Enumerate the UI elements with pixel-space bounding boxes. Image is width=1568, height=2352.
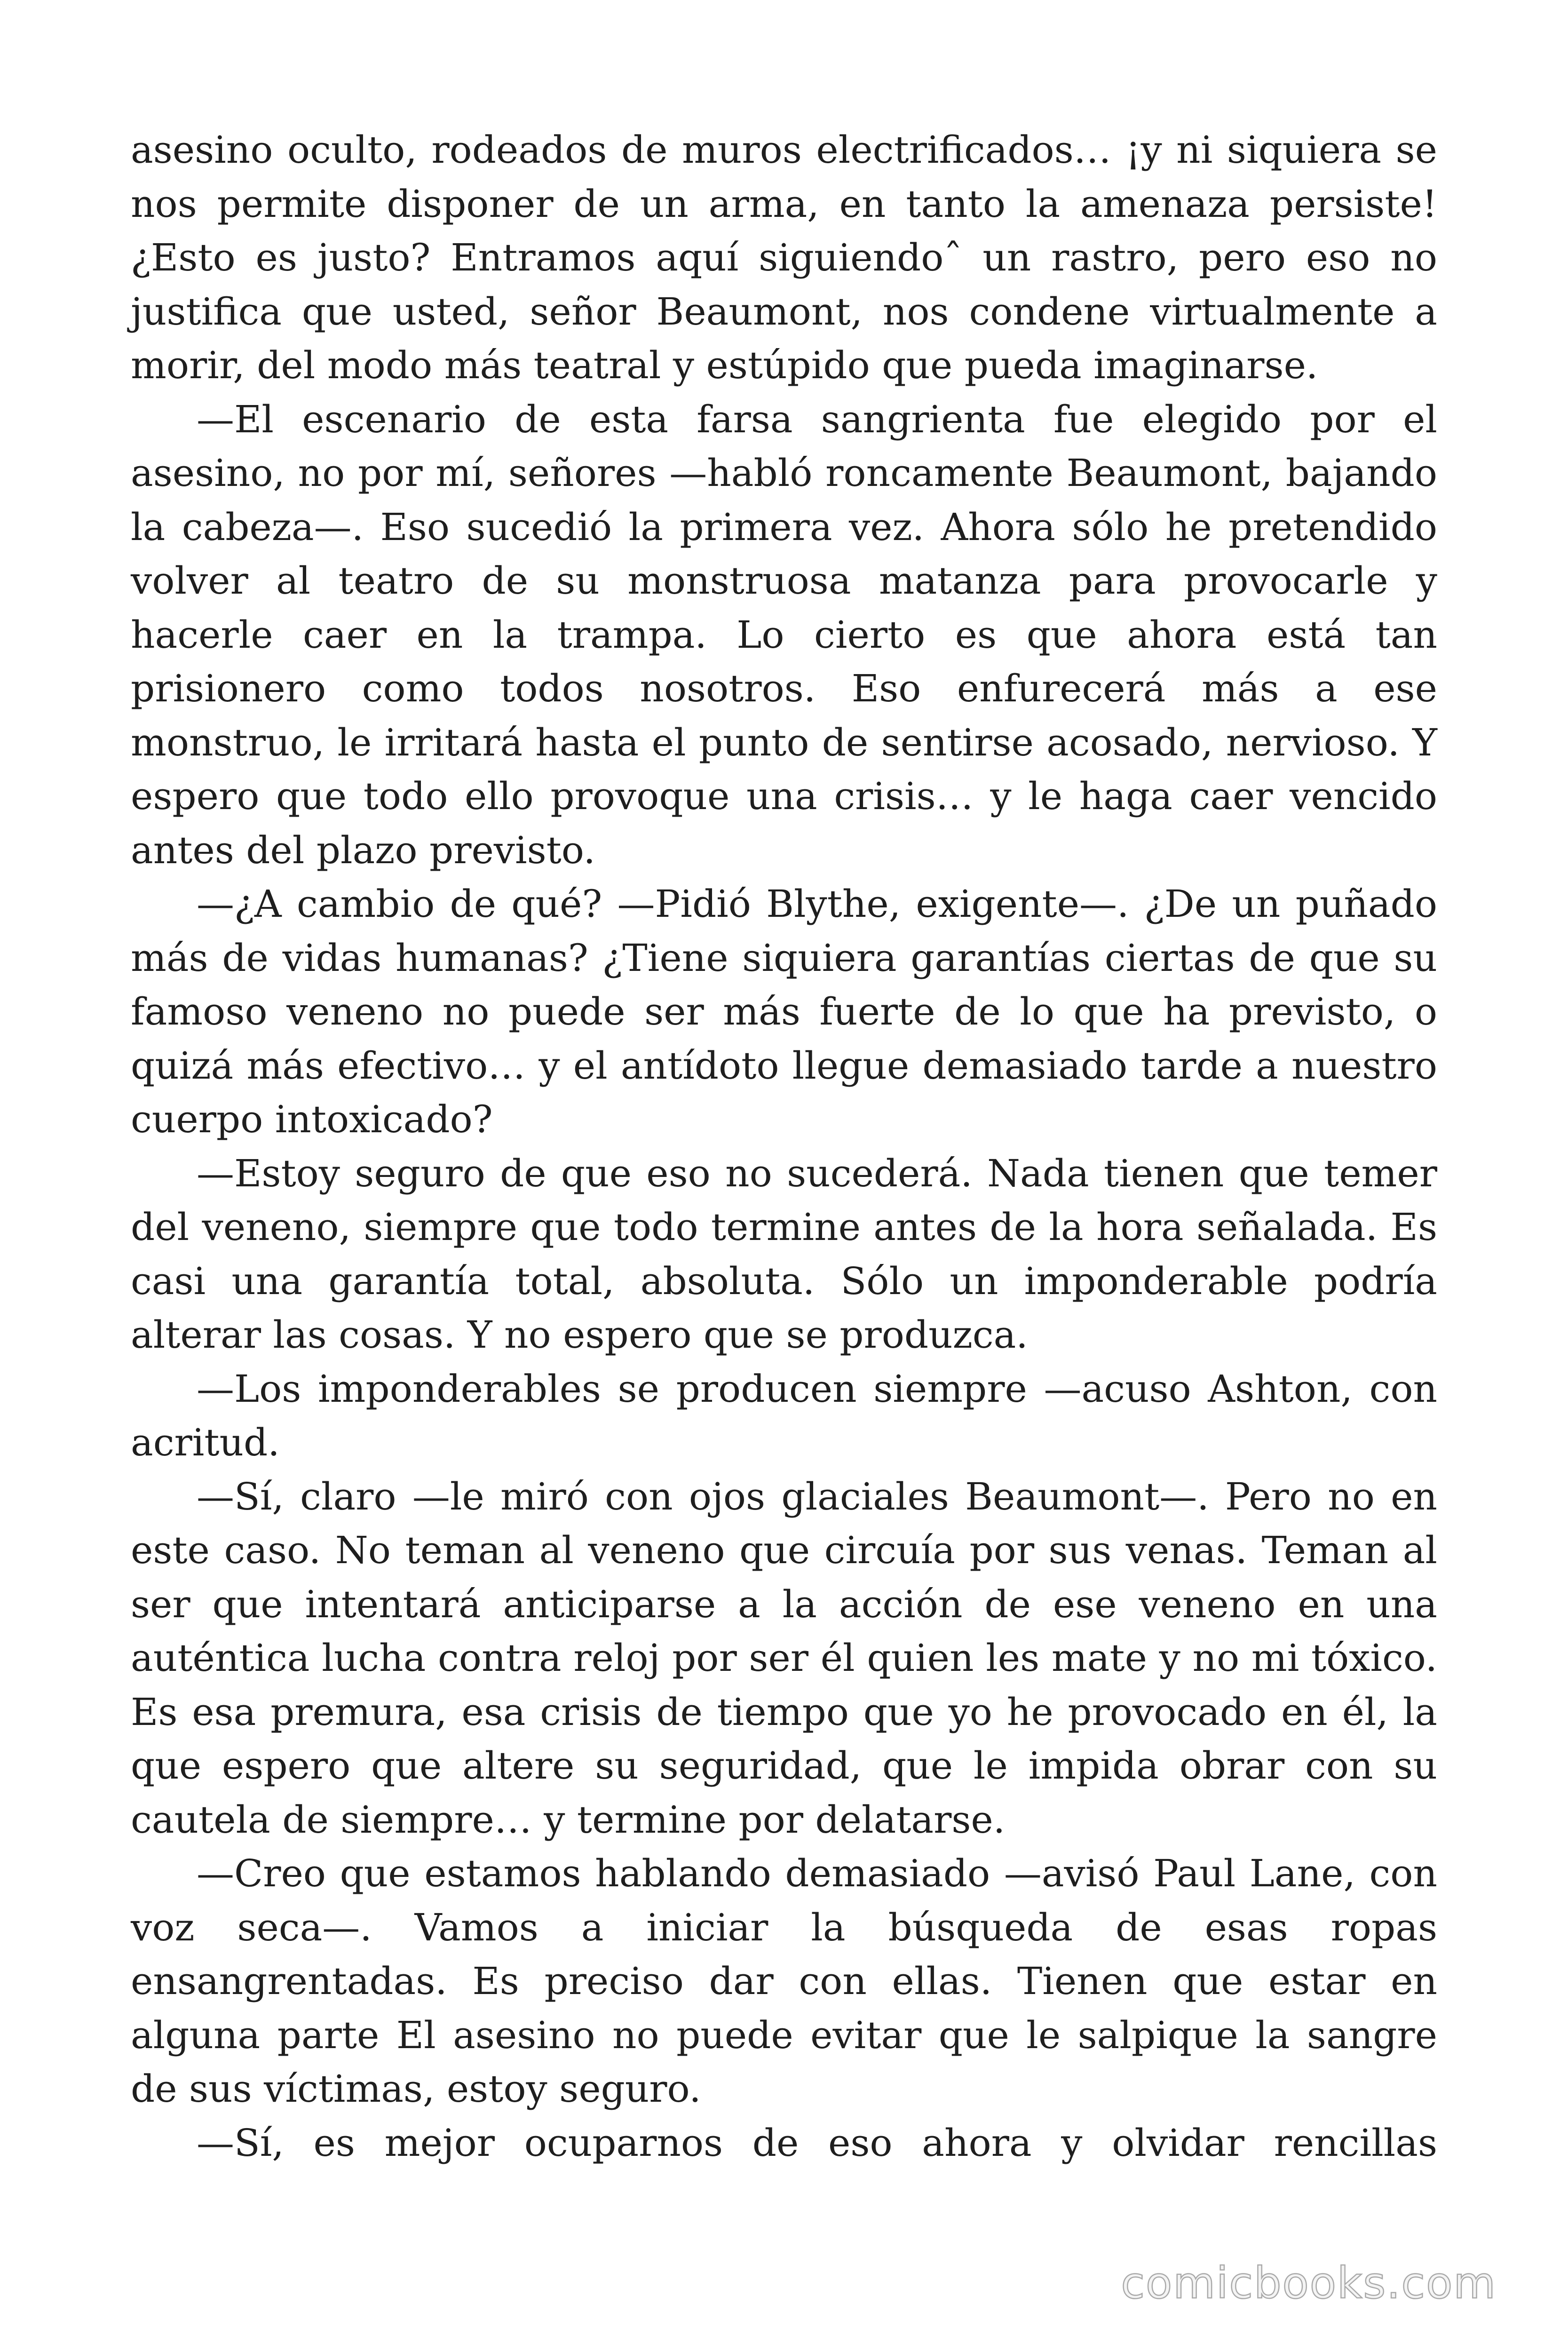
paragraph-paul-lane: —Creo que estamos hablando demasiado —avisó Paul Lane, con voz seca—. Vamos a iniciar la búsqueda de esas ropas ensangrentadas. Es preciso dar con ellas. Tienen que estar en alguna parte El asesino no puede evitar que le salpique la sangre de sus víctimas, estoy seguro.: [131, 1851, 1437, 2111]
paragraph-blythe-question: —¿A cambio de qué? —Pidió Blythe, exigente—. ¿De un puñado más de vidas humanas? ¿Tiene siquiera garantías ciertas de que su famoso veneno no puede ser más fuerte de lo que ha previsto, o quizá más efectivo… y el antídoto llegue demasiado tarde a nuestro cuerpo intoxicado?: [131, 882, 1437, 1141]
paragraph-beaumont-warning: —Sí, claro —le miró con ojos glaciales Beaumont—. Pero no en este caso. No teman al veneno que circuía por sus venas. Teman al ser que intentará anticiparse a la acción de ese veneno en una auténtica lucha contra reloj por ser él quien les mate y no mi tóxico. Es esa premura, esa crisis de tiempo que yo he provocado en él, la que espero que altere su seguridad, que le impida obrar con su cautela de siempre… y termine por delatarse.: [131, 1474, 1437, 1842]
watermark: comicbooks.com: [1121, 2258, 1497, 2308]
paragraph-continuation: asesino oculto, rodeados de muros electrificados… ¡y ni siquiera se nos permite disponer de un arma, en tanto la amenaza persiste! ¿Esto es justo? Entramos aquí siguiendoˆ un rastro, pero eso no justifica que usted, señor Beaumont, nos condene virtualmente a morir, del modo más teatral y estúpido que pueda imaginarse.: [131, 128, 1437, 387]
paragraph-beaumont-reply: —El escenario de esta farsa sangrienta fue elegido por el asesino, no por mí, señores —habló roncamente Beaumont, bajando la cabeza—. Eso sucedió la primera vez. Ahora sólo he pretendido volver al teatro de su monstruosa matanza para provocarle y hacerle caer en la trampa. Lo cierto es que ahora está tan prisionero como todos nosotros. Eso enfurecerá más a ese monstruo, le irritará hasta el punto de sentirse acosado, nervioso. Y espero que todo ello provoque una crisis… y le haga caer vencido antes del plazo previsto.: [131, 397, 1437, 872]
page-body: [131, 123, 1437, 2170]
paragraph-beaumont-assurance: —Estoy seguro de que eso no sucederá. Nada tienen que temer del veneno, siempre que todo termine antes de la hora señalada. Es casi una garantía total, absoluta. Sólo un imponderable podría alterar las cosas. Y no espero que se produzca.: [131, 1151, 1437, 1357]
paragraph-ashton-remark: —Los imponderables se producen siempre —acuso Ashton, con acritud.: [131, 1367, 1437, 1464]
paragraph-final-line: —Sí, es mejor ocuparnos de eso ahora y olvidar rencillas: [197, 2121, 1437, 2165]
